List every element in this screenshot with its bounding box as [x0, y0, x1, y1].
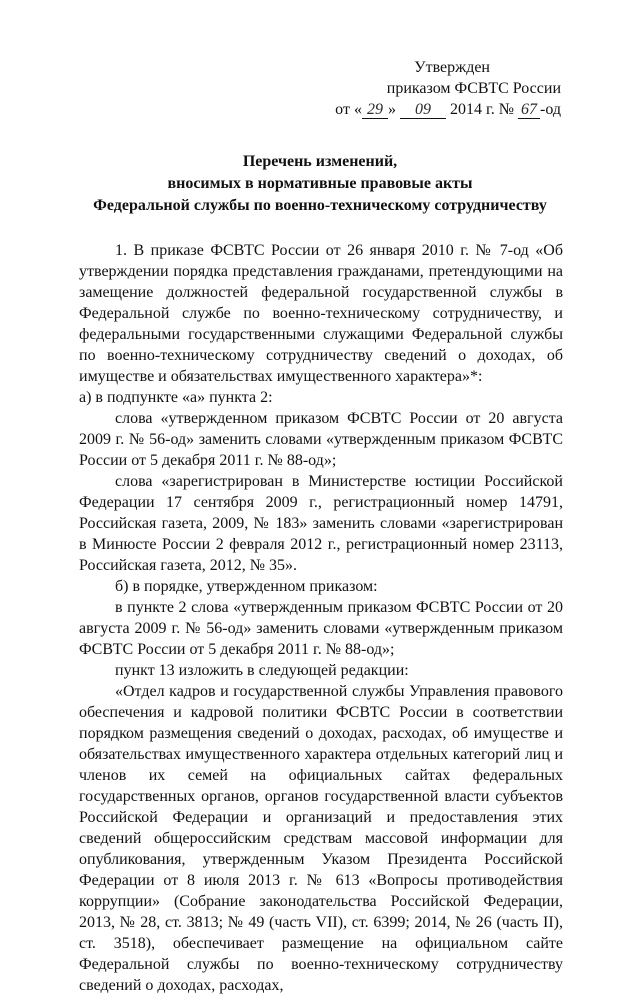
paragraph-subitem-b: б) в порядке, утвержденном приказом: [115, 578, 378, 595]
title-line-1: Перечень изменений, [242, 153, 398, 170]
date-year: 2014 г. № [449, 101, 514, 118]
date-prefix: от « [335, 101, 362, 118]
paragraph-point-2: в пункте 2 слова «утвержденным приказом ФСВТС России от 20 августа 2009 г. № 56-од» заменить словами «утвержденным приказом ФСВТС России от 5 декабря 2011 г. № 88-од»; [79, 599, 563, 658]
approval-order-line: приказом ФСВТС России [386, 80, 561, 97]
paragraph-subitem-a: а) в подпункте «а» пункта 2: [79, 389, 273, 406]
document-title [70, 151, 570, 217]
approval-date-line [0, 99, 561, 120]
title-line-2: вносимых в нормативные правовые акты [167, 175, 473, 192]
handwritten-month: 09 [400, 101, 446, 119]
date-mid: » [387, 101, 396, 118]
number-suffix: -од [539, 101, 561, 118]
handwritten-day: 29 [362, 101, 388, 119]
paragraph-words-1: слова «утвержденном приказом ФСВТС России от 20 августа 2009 г. № 56-од» заменить словами «утвержденным приказом ФСВТС России от 5 декабря 2011 г. № 88-од»; [79, 410, 563, 469]
paragraph-point-13-text: «Отдел кадров и государственной службы Управления правового обеспечения и кадровой политики ФСВТС России в соответствии порядком размещения сведений о доходах, расходах, об имуществе и обязательствах имущественного характера отдельных категорий лиц и членов их семей на официальных сайтах федеральных государственных органов, органов государственной власти субъектов Российской Федерации и организаций и предоставления этих сведений общероссийским средствам массовой информации для опубликования, утвержденным Указом Президента Российской Федерации от 8 июля 2013 г. № 613 «Вопросы противодействия коррупции» (Собрание законодательства Российской Федерации, 2013, № 28, ст. 3813; № 49 (часть VII), ст. 6399; 2014, № 26 (часть II), ст. 3518), обеспечивает размещение на официальном сайте Федеральной службы по военно-техническому сотрудничеству сведений о доходах, расходах, [79, 683, 563, 994]
document-body [79, 240, 563, 996]
approval-block [0, 57, 561, 120]
title-line-3: Федеральной службы по военно-техническому сотрудничеству [93, 197, 547, 214]
handwritten-number: 67 [518, 101, 540, 119]
paragraph-words-2: слова «зарегистрирован в Министерстве юстиции Российской Федерации 17 сентября 2009 г., регистрационный номер 14791, Российская газета, 2009, № 183» заменить словами «зарегистрирован в Минюсте России 2 февраля 2012 г., регистрационный номер 23113, Российская газета, 2012, № 35». [79, 473, 563, 574]
paragraph-point-13-intro: пункт 13 изложить в следующей редакции: [115, 662, 409, 679]
paragraph-item-1: 1. В приказе ФСВТС России от 26 января 2010 г. № 7-од «Об утверждении порядка представления гражданами, претендующими на замещение должностей федеральной государственной службы в Федеральной службе по военно-техническому сотрудничеству, и федеральными государственными служащими Федеральной службы по военно-техническому сотрудничеству сведений о доходах, об имуществе и обязательствах имущественного характера»*: [79, 242, 563, 385]
approval-label: Утвержден [414, 59, 490, 76]
